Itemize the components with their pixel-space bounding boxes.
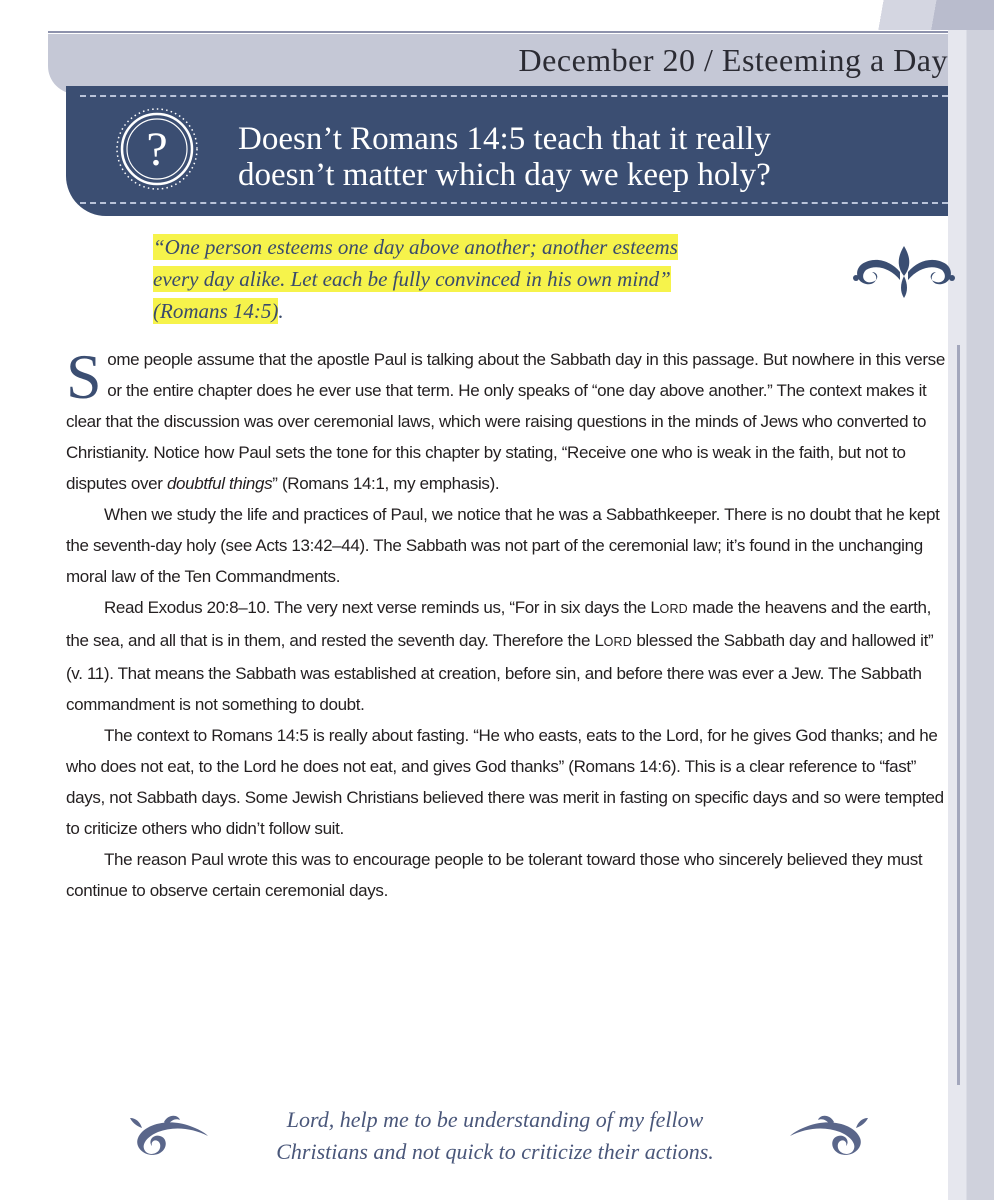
scripture-verse (153, 231, 833, 327)
page-date-title: December 20 / Esteeming a Day (518, 42, 948, 78)
verse-reference: (Romans 14:5) (153, 299, 279, 323)
prayer-line-2: Christians and not quick to criticize their actions. (276, 1139, 714, 1164)
paragraph-2: When we study the life and practices of Paul, we notice that he was a Sabbathkeeper. There is no doubt that he kept the seventh-day holy (see Acts 13:42–44). The Sabbath was not part of the ceremonial law; it’s found in the unchanging moral law of the Ten Commandments. (66, 505, 940, 586)
emphasis-doubtful-things: doubtful things (166, 474, 273, 493)
prayer-line-1: Lord, help me to be understanding of my fellow (286, 1107, 704, 1132)
question-line-2: doesn’t matter which day we keep holy? (238, 157, 771, 193)
banner-stitch-bottom (80, 202, 948, 204)
drop-cap: S (66, 341, 102, 412)
article-body (66, 341, 946, 906)
paragraph-3: Read Exodus 20:8–10. The very next verse reminds us, “For in six days the LORD made the heavens and the earth, the sea, and all that is in them, and rested the seventh day. Therefore the LORD blessed the Sabbath day and hallowed it” (v. 11). That means the Sabbath was established at creation, before sin, and before there was ever a Jew. The Sabbath commandment is not something to doubt. (66, 598, 934, 714)
scroll-flourish-icon (128, 1112, 212, 1156)
question-mark-glyph: ? (146, 123, 168, 176)
column-side-rule (957, 345, 960, 1085)
question-badge-icon (103, 107, 211, 191)
question-line-1: Doesn’t Romans 14:5 teach that it really (238, 121, 771, 157)
top-rule (48, 31, 948, 33)
corner-decoration (834, 0, 994, 30)
paragraph-1: Some people assume that the apostle Paul is talking about the Sabbath day in this passage. But nowhere in this verse or the entire chapter does he ever use that term. He only speaks of “one day above another.” The context makes it clear that the discussion was over ceremonial laws, which were raising questions in the minds of Jews who converted to Christianity. Notice how Paul sets the tone for this chapter by stating, “Receive one who is weak in the faith, but not to disputes over doubtful things” (Romans 14:1, my emphasis). (66, 341, 945, 493)
banner-stitch-top (80, 95, 948, 97)
paragraph-5: The reason Paul wrote this was to encourage people to be tolerant toward those who sincerely believed they must continue to observe certain ceremonial days. (66, 850, 923, 900)
question-heading (238, 121, 938, 193)
fleur-ornament-icon (850, 242, 958, 300)
verse-period: . (278, 299, 284, 323)
verse-line-2: every day alike. Let each be fully convinced in his own mind” (153, 267, 671, 291)
right-edge-band (948, 30, 994, 1200)
verse-line-1: “One person esteems one day above another; another esteems (153, 235, 678, 259)
paragraph-4: The context to Romans 14:5 is really about fasting. “He who easts, eats to the Lord, for he gives God thanks; and he who does not eat, to the Lord he does not eat, and gives God thanks” (Romans 14:6). This is a clear reference to “fast” days, not Sabbath days. Some Jewish Christians believed there was merit in fasting on specific days and so were tempted to criticize others who didn’t follow suit. (66, 726, 944, 838)
scroll-flourish-icon (786, 1112, 870, 1156)
closing-prayer (205, 1104, 785, 1168)
